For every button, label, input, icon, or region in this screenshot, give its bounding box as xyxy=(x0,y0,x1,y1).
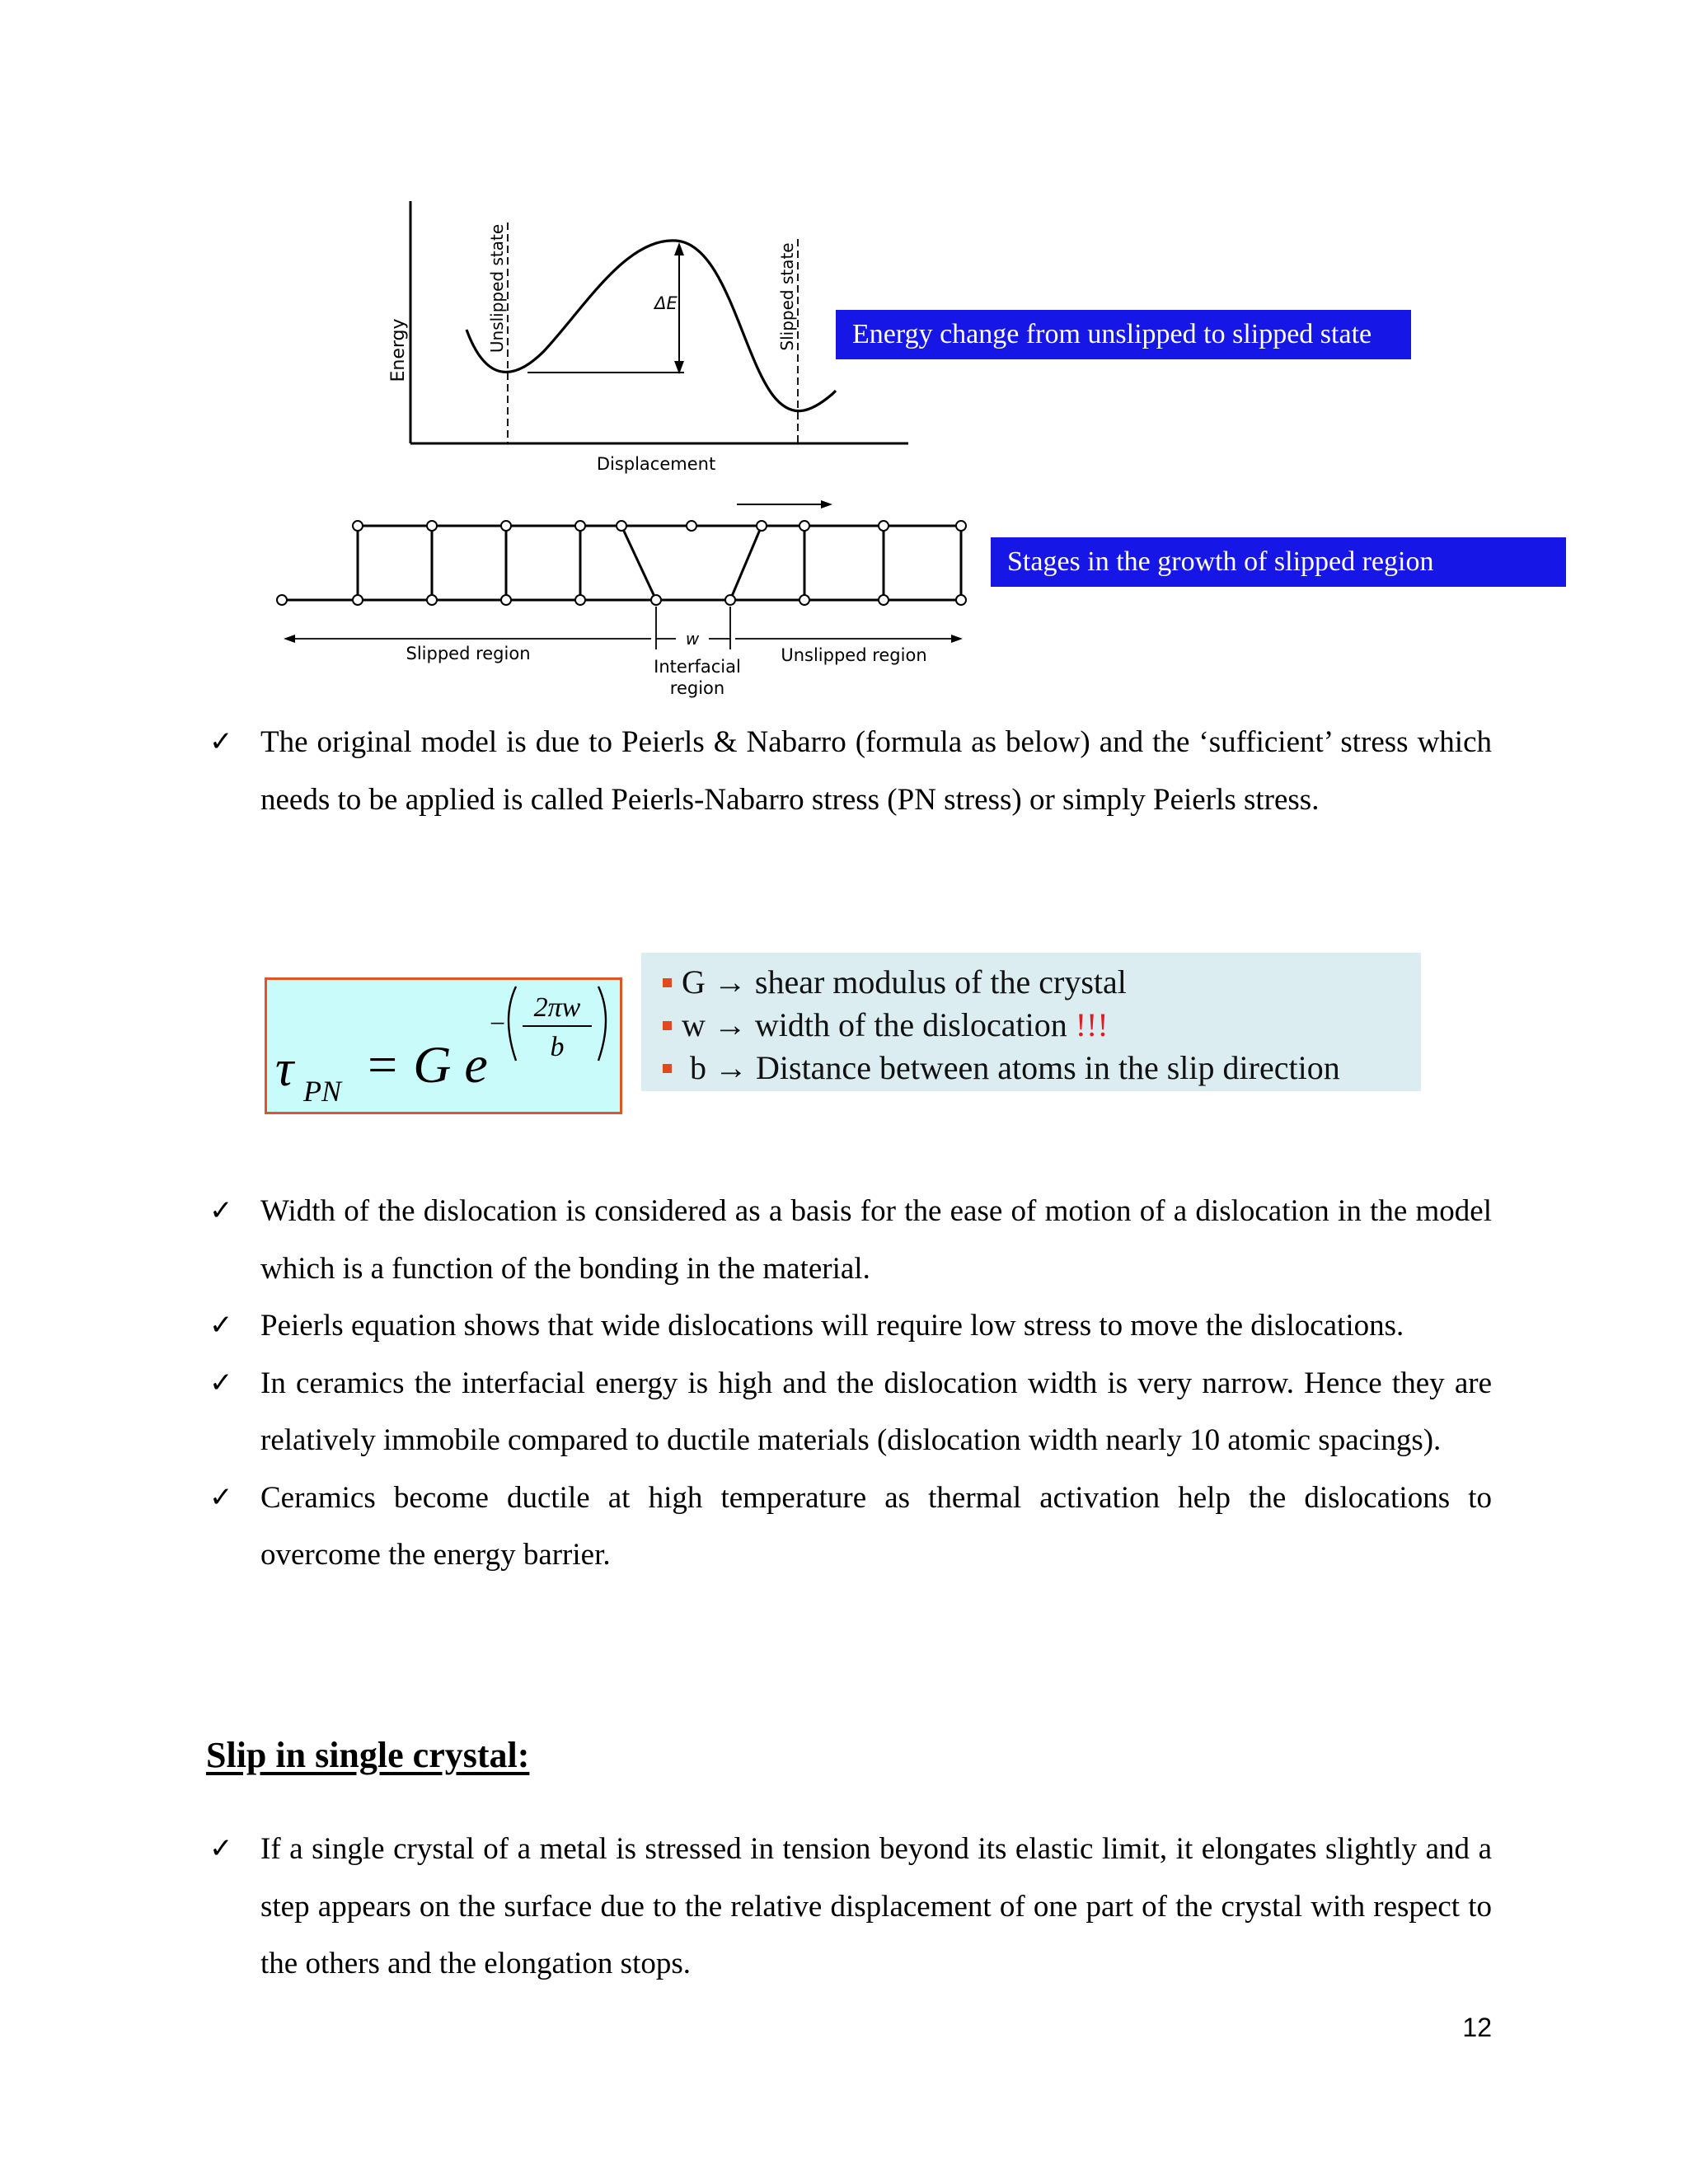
formula-left-paren xyxy=(509,987,516,1061)
check-mark-icon: ✓ xyxy=(209,725,233,758)
list-item-text: Peierls equation shows that wide dislocations will require low stress to move the dislocations. xyxy=(260,1309,1404,1343)
formula-graphic xyxy=(267,980,620,1112)
legend-b-text: b → Distance between atoms in the slip direction xyxy=(690,1049,1340,1086)
peierls-nabarro-bullet-list xyxy=(206,714,1492,828)
list-item-text: The original model is due to Peierls & Nabarro (formula as below) and the ‘sufficient’ stress which needs to be applied is called Peierls-Nabarro stress (PN stress) or simply Peierls stress. xyxy=(260,725,1492,817)
list-item xyxy=(206,1297,1492,1355)
lattice-atoms xyxy=(277,521,966,605)
interfacial-region-label-line2: region xyxy=(669,678,725,698)
formula-exponent-minus: − xyxy=(490,1009,506,1039)
legend-g-text: G → shear modulus of the crystal xyxy=(682,963,1127,1001)
check-mark-icon: ✓ xyxy=(209,1194,233,1227)
unslipped-region-label: Unslipped region xyxy=(781,645,927,665)
single-crystal-bullet-list xyxy=(206,1821,1492,1993)
energy-change-callout: Energy change from unslipped to slipped state xyxy=(836,310,1411,359)
list-item-text: Ceramics become ductile at high temperature as thermal activation help the dislocations to overcome the energy barrier. xyxy=(260,1480,1492,1572)
slipped-region-label: Slipped region xyxy=(406,644,531,663)
peierls-stress-formula xyxy=(265,977,622,1114)
formula-subscript: PN xyxy=(303,1075,342,1108)
shear-arrowhead xyxy=(821,500,832,509)
slipped-state-label: Slipped state xyxy=(777,242,797,351)
square-bullet-icon xyxy=(663,1021,672,1030)
check-mark-icon: ✓ xyxy=(209,1480,233,1514)
legend-w-emphasis: !!! xyxy=(1075,1006,1109,1043)
unslipped-state-label: Unslipped state xyxy=(487,223,507,354)
list-item xyxy=(206,1469,1492,1584)
list-item xyxy=(206,1821,1492,1993)
displacement-axis-label: Displacement xyxy=(596,454,716,474)
check-mark-icon: ✓ xyxy=(209,1832,233,1865)
page-number: 12 xyxy=(1462,2013,1492,2042)
slipped-region-arrowhead xyxy=(284,635,295,643)
check-mark-icon: ✓ xyxy=(209,1309,233,1342)
interfacial-region-label-line1: Interfacial xyxy=(654,657,741,677)
list-item-text: If a single crystal of a metal is stressed in tension beyond its elastic limit, it elongates slightly and a step appears on the surface due to the relative displacement of one part of the crystal with respect to the others and the elongation stops. xyxy=(260,1832,1492,1980)
legend-item-b xyxy=(663,1047,1421,1090)
section-heading: Slip in single crystal: xyxy=(206,1735,530,1775)
formula-denominator: b xyxy=(550,1032,565,1062)
list-item-text: In ceramics the interfacial energy is high and the dislocation width is very narrow. Hence they are relatively immobile compared to ductile materials (dislocation width nearly 10 atomic spacings). xyxy=(260,1366,1492,1457)
list-item xyxy=(206,1355,1492,1469)
slipped-region-stages-callout: Stages in the growth of slipped region xyxy=(991,537,1566,587)
formula-legend xyxy=(641,953,1421,1091)
legend-w-text: w → width of the dislocation xyxy=(682,1006,1067,1043)
w-label: w xyxy=(685,629,700,649)
formula-numerator: 2πw xyxy=(533,992,581,1023)
formula-tau: τ xyxy=(275,1041,294,1097)
formula-equals-g: = G e xyxy=(364,1035,488,1094)
legend-item-g xyxy=(663,961,1421,1004)
formula-right-paren xyxy=(598,987,606,1061)
unslipped-region-arrowhead xyxy=(951,635,963,643)
delta-e-arrowhead-top xyxy=(674,242,684,255)
delta-e-label: ΔE xyxy=(654,293,678,313)
dislocation-width-bullet-list xyxy=(206,1183,1492,1584)
square-bullet-icon xyxy=(663,1064,672,1073)
list-item xyxy=(206,714,1492,828)
lattice xyxy=(280,526,963,600)
list-item-text: Width of the dislocation is considered as a basis for the ease of motion of a dislocation in the model which is a function of the bonding in the material. xyxy=(260,1194,1492,1286)
check-mark-icon: ✓ xyxy=(209,1366,233,1399)
list-item xyxy=(206,1183,1492,1297)
legend-item-w xyxy=(663,1004,1421,1047)
square-bullet-icon xyxy=(663,978,672,987)
energy-slip-diagram xyxy=(264,190,1484,717)
energy-axis-label: Energy xyxy=(388,318,409,382)
